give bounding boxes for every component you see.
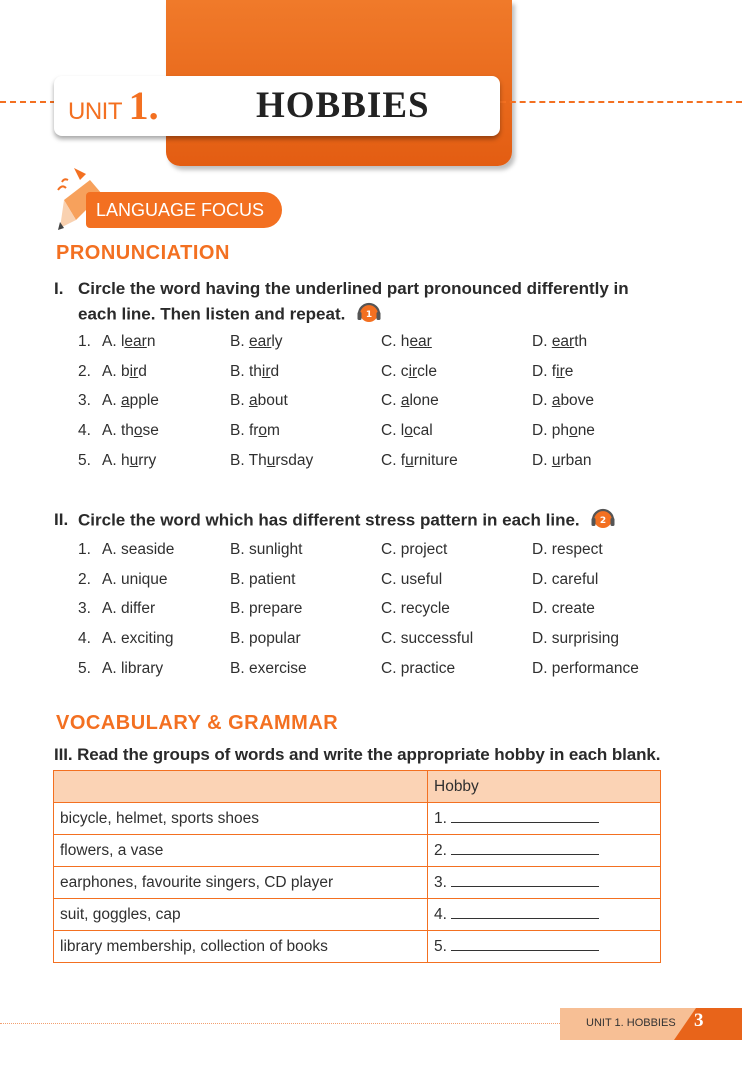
option-a[interactable]: A. exciting [102, 630, 174, 647]
unit-label [68, 83, 159, 132]
option-a[interactable]: A. those [102, 422, 159, 439]
option-a[interactable]: A. hurry [102, 452, 157, 469]
option-b[interactable]: B. prepare [230, 600, 303, 617]
answer-blank[interactable] [451, 809, 599, 823]
word-group-cell: bicycle, helmet, sports shoes [54, 803, 428, 835]
option-c[interactable]: C. project [381, 541, 448, 558]
word-group-cell: earphones, favourite singers, CD player [54, 867, 428, 899]
hobby-answer-cell[interactable] [428, 899, 661, 931]
option-d[interactable]: D. earth [532, 333, 588, 350]
exercise-1-row [0, 333, 742, 355]
answer-number: 3. [434, 874, 447, 891]
option-d[interactable]: D. above [532, 392, 595, 409]
option-c[interactable]: C. successful [381, 630, 474, 647]
exercise-1-instruction-line1: Circle the word having the underlined part pronounced differently in [78, 279, 629, 298]
option-c[interactable]: C. alone [381, 392, 439, 409]
option-a[interactable]: A. unique [102, 571, 168, 588]
table-row [54, 803, 661, 835]
option-b[interactable]: B. Thursday [230, 452, 314, 469]
answer-blank[interactable] [451, 841, 599, 855]
table-row [54, 835, 661, 867]
option-c[interactable]: C. circle [381, 363, 437, 380]
exercise-2-row [0, 660, 742, 682]
hobby-answer-cell[interactable] [428, 803, 661, 835]
option-b[interactable]: B. exercise [230, 660, 307, 677]
hobby-answer-cell[interactable] [428, 867, 661, 899]
option-c[interactable]: C. hear [381, 333, 432, 350]
answer-blank[interactable] [451, 937, 599, 951]
item-number: 4. [78, 630, 91, 647]
table-header-row [54, 771, 661, 803]
exercise-2-number: II. [54, 510, 69, 530]
option-d[interactable]: D. create [532, 600, 595, 617]
option-b[interactable]: B. popular [230, 630, 301, 647]
exercise-2-row [0, 630, 742, 652]
exercise-1-row [0, 422, 742, 444]
option-a[interactable]: A. library [102, 660, 164, 677]
item-number: 2. [78, 363, 91, 380]
exercise-1-row [0, 452, 742, 474]
option-c[interactable]: C. practice [381, 660, 456, 677]
answer-blank[interactable] [451, 873, 599, 887]
option-b[interactable]: B. about [230, 392, 288, 409]
option-d[interactable]: D. respect [532, 541, 603, 558]
answer-number: 1. [434, 810, 447, 827]
footer-unit-label: UNIT 1. HOBBIES [586, 1017, 676, 1029]
header-dash-right [500, 101, 742, 103]
option-d[interactable]: D. fire [532, 363, 574, 380]
option-a[interactable]: A. apple [102, 392, 159, 409]
option-d[interactable]: D. careful [532, 571, 599, 588]
exercise-1-number: I. [54, 279, 64, 298]
footer-dotted-line [0, 1023, 560, 1024]
option-c[interactable]: C. useful [381, 571, 443, 588]
hobby-answer-cell[interactable] [428, 835, 661, 867]
exercise-3-instruction: III. Read the groups of words and write the appropriate hobby in each blank. [54, 745, 661, 764]
page-title: HOBBIES [256, 85, 430, 126]
option-b[interactable]: B. patient [230, 571, 296, 588]
hobby-table [53, 770, 661, 963]
option-d[interactable]: D. urban [532, 452, 592, 469]
exercise-1-row [0, 392, 742, 414]
option-b[interactable]: B. sunlight [230, 541, 303, 558]
exercise-2-row [0, 541, 742, 563]
option-c[interactable]: C. recycle [381, 600, 450, 617]
option-c[interactable]: C. furniture [381, 452, 458, 469]
exercise-2-row [0, 571, 742, 593]
answer-number: 5. [434, 938, 447, 955]
table-header-words [54, 771, 428, 803]
answer-blank[interactable] [451, 905, 599, 919]
option-c[interactable]: C. local [381, 422, 433, 439]
option-d[interactable]: D. phone [532, 422, 595, 439]
language-focus-badge: LANGUAGE FOCUS [86, 192, 282, 228]
item-number: 3. [78, 600, 91, 617]
item-number: 1. [78, 541, 91, 558]
table-header-hobby: Hobby [428, 771, 661, 803]
item-number: 5. [78, 660, 91, 677]
exercise-1-row [0, 363, 742, 385]
item-number: 5. [78, 452, 91, 469]
option-b[interactable]: B. from [230, 422, 280, 439]
table-row [54, 931, 661, 963]
item-number: 1. [78, 333, 91, 350]
word-group-cell: flowers, a vase [54, 835, 428, 867]
svg-text:1: 1 [365, 310, 373, 320]
svg-text:2: 2 [600, 516, 607, 526]
header-dash-left [0, 101, 56, 103]
hobby-answer-cell[interactable] [428, 931, 661, 963]
answer-number: 2. [434, 842, 447, 859]
pronunciation-heading: PRONUNCIATION [56, 242, 230, 264]
exercise-1-instruction-line2: each line. Then listen and repeat. [78, 304, 346, 324]
option-b[interactable]: B. third [230, 363, 280, 380]
option-a[interactable]: A. learn [102, 333, 156, 350]
exercise-2-instruction [54, 506, 616, 536]
exercise-2-row [0, 600, 742, 622]
vocabulary-grammar-heading: VOCABULARY & GRAMMAR [56, 712, 339, 734]
word-group-cell: library membership, collection of books [54, 931, 428, 963]
option-a[interactable]: A. bird [102, 363, 147, 380]
exercise-2-instruction-text: Circle the word which has different stress pattern in each line. [78, 510, 580, 530]
page-number: 3 [694, 1010, 704, 1031]
option-a[interactable]: A. differ [102, 600, 156, 617]
answer-number: 4. [434, 906, 447, 923]
option-d[interactable]: D. performance [532, 660, 639, 677]
audio-headphones-icon[interactable] [356, 300, 382, 330]
unit-word: UNIT [68, 98, 122, 125]
audio-headphones-icon[interactable] [590, 506, 616, 536]
exercise-1-instruction [54, 278, 629, 330]
item-number: 3. [78, 392, 91, 409]
item-number: 4. [78, 422, 91, 439]
table-row [54, 867, 661, 899]
option-a[interactable]: A. seaside [102, 541, 175, 558]
unit-number: 1. [128, 83, 159, 128]
item-number: 2. [78, 571, 91, 588]
option-b[interactable]: B. early [230, 333, 283, 350]
word-group-cell: suit, goggles, cap [54, 899, 428, 931]
option-d[interactable]: D. surprising [532, 630, 619, 647]
table-row [54, 899, 661, 931]
